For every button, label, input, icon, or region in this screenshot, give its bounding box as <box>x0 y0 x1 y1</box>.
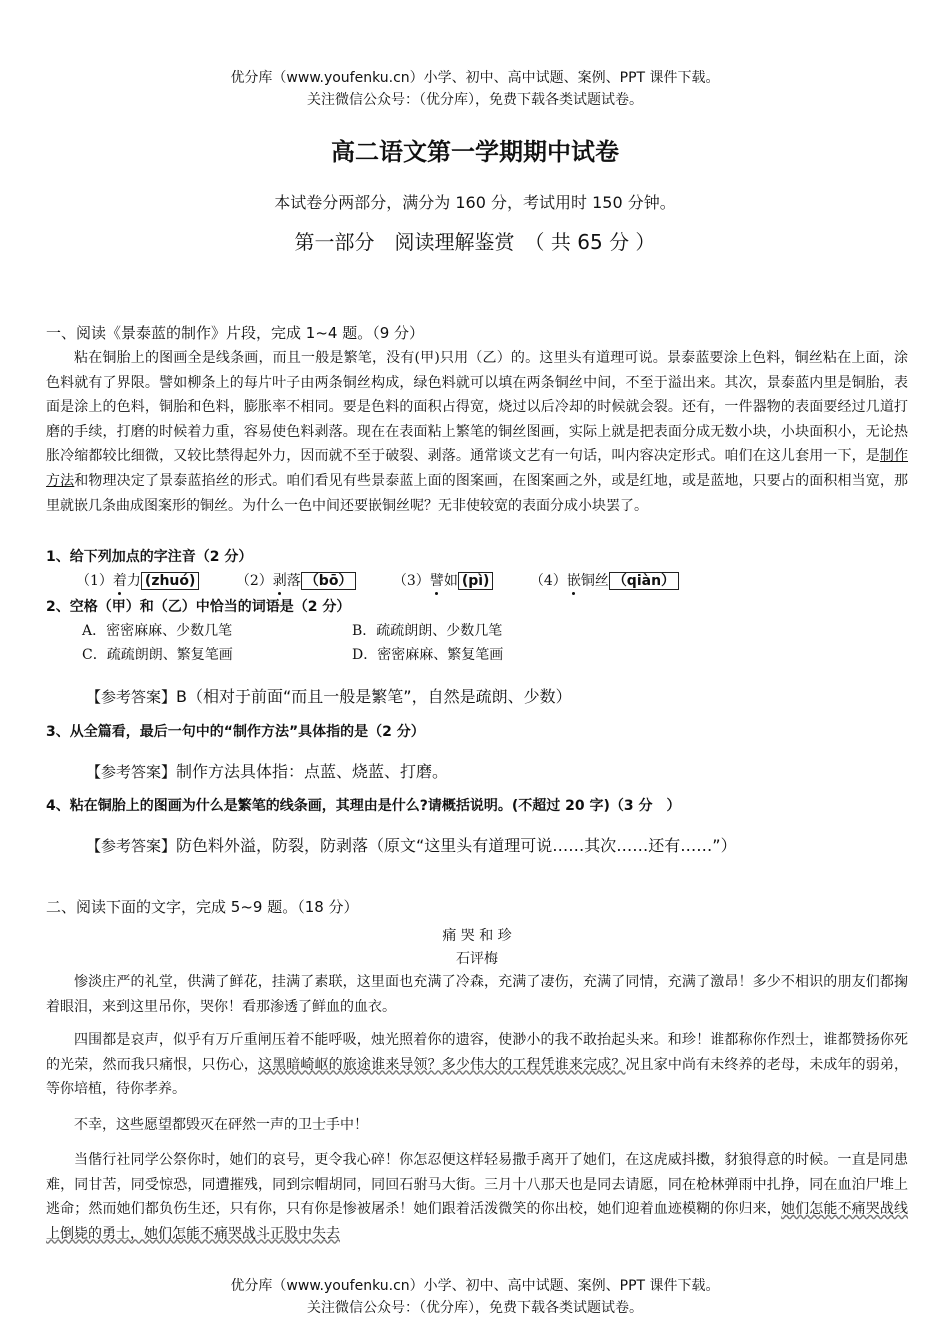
passage-main: 粘在铜胎上的图画全是线条画，而且一般是繁笔，没有(甲)只用（乙）的。这里头有道理可说。景泰蓝要涂上色料，铜丝粘在上面，涂色料就有了界限。譬如柳条上的每片叶子由两条铜丝构成，绿色料就可以填在两条铜丝中间，不至于溢出来。其次，景泰蓝内里是铜胎，表面是涂上的色料，铜胎和色料，膨胀率不相同。要是色料的面积占得宽，烧过以后冷却的时候就会裂。还有，一件器物的表面要经过几道打磨的手续，打磨的时候着力重，容易使色料剥落。现在在表面粘上繁笔的铜丝图画，实际上就是把表面分成无数小块，小块面积小，无论热胀冷缩都较比细微，又较比禁得起外力，因而就不至于破裂、剥落。通常谈文艺有一句话，叫内容决定形式。咱们在这儿套用一下，是 <box>46 350 908 465</box>
exam-info: 本试卷分两部分，满分为 160 分，考试用时 150 分钟。 <box>274 193 676 212</box>
page-title: 高二语文第一学期期中试卷 <box>331 138 619 166</box>
passage-tail: 和物理决定了景泰蓝掐丝的形式。咱们看见有些景泰蓝上面的图案画，在图案画之外，或是红地，或是蓝地，只要占的面积相当宽，那里就嵌几条曲成图案形的铜丝。为什么一色中间还要嵌铜丝呢？无非使较宽的表面分成小块罢了。 <box>46 472 909 514</box>
header-line-1: 优分库（www.youfenku.cn）小学、初中、高中试题、案例、PPT 课件下载。 <box>230 70 720 86</box>
q1-item: （2）剥落 （bō） <box>236 573 357 589</box>
q3-answer: 【参考答案】制作方法具体指：点蓝、烧蓝、打磨。 <box>86 762 449 781</box>
header-line-2: 关注微信公众号：（优分库），免费下载各类试题试卷。 <box>307 92 643 108</box>
q4-answer: 【参考答案】防色料外溢，防裂，防剥落（原文“这里头有道理可说……其次……还有……”） <box>86 836 737 855</box>
article-para-4: 当偕行社同学公祭你时，她们的哀号，更令我心碎！你怎忍便这样轻易撒手离开了她们，在这虎威抖擞，豺狼得意的时候。一直是同患难，同甘苦，同受惊恐，同遭摧残，同到宗帽胡同，同回石驸马大街。三月十八那天也是同去请愿，同在枪林弹雨中扎挣，同在血泊尸堆上逃命；然而她们都负伤生还，只有你，只有你是惨被屠杀！她们跟着活泼微笑的你出校，她们迎着血迹模糊的你归来，她们怎能不痛哭战线上倒毙的勇士，她们怎能不痛哭战斗正股中失去 <box>46 1152 909 1242</box>
q2-answer: 【参考答案】B（相对于前面“而且一般是繁笔”，自然是疏朗、少数） <box>86 687 572 706</box>
passage-underlined: 制作方法 <box>46 448 909 489</box>
q2-option-a: A．密密麻麻、少数几笔 <box>82 623 233 639</box>
q1-answer: （bō） <box>301 572 357 590</box>
q2-option-b: B．疏疏朗朗、少数几笔 <box>352 623 503 639</box>
article-para-1: 惨淡庄严的礼堂，供满了鲜花，挂满了素联，这里面也充满了冷森，充满了凄伤，充满了同情，充满了激昂！多少不相识的朋友们都掬着眼泪，来到这里吊你，哭你！看那渗透了鲜血的血衣。 <box>46 974 908 1015</box>
article-title: 痛 哭 和 珍 <box>442 928 512 944</box>
footer-line-1: 优分库（www.youfenku.cn）小学、初中、高中试题、案例、PPT 课件下载。 <box>230 1278 720 1294</box>
q1-text: 1、给下列加点的字注音（2 分） <box>46 549 253 565</box>
q3-text: 3、从全篇看，最后一句中的“制作方法”具体指的是（2 分） <box>46 724 425 740</box>
article-para-2: 四围都是哀声，似乎有万斤重闸压着不能呼吸，烛光照着你的遗容，使渺小的我不敢抬起头来。和珍！谁都称你作烈士，谁都赞扬你死的光荣，然而我只痛恨，只伤心，这黑暗崎岖的旅途谁来导领？多少伟大的工程凭谁来完成？况且家中尚有未终养的老母，未成年的弱弟，等你培植，待你孝养。 <box>46 1032 909 1098</box>
article-author: 石评梅 <box>456 951 498 967</box>
section1-passage <box>46 346 908 518</box>
wavy-underline-text: 她们怎能不痛哭战线上倒毙的勇士，她们怎能不痛哭战斗正股中失去 <box>46 1201 909 1242</box>
q2-text: 2、空格（甲）和（乙）中恰当的词语是（2 分） <box>46 599 351 615</box>
article-para-3: 不幸，这些愿望都毁灭在砰然一声的卫士手中！ <box>74 1117 368 1133</box>
q1-answer: (pì) <box>458 572 494 590</box>
q2-option-d: D．密密麻麻、繁复笔画 <box>352 647 504 663</box>
wavy-underline-text: 这黑暗崎岖的旅途谁来导领？多少伟大的工程凭谁来完成？ <box>258 1056 626 1073</box>
q1-items <box>76 570 938 590</box>
q2-options <box>82 619 944 667</box>
section2-heading: 二、阅读下面的文字，完成 5~9 题。（18 分） <box>46 898 359 916</box>
q1-answer: (zhuó) <box>141 572 200 590</box>
q4-text: 4、粘在铜胎上的图画为什么是繁笔的线条画，其理由是什么?请概括说明。(不超过 20 字)（3 分 ） <box>46 798 681 814</box>
q2-option-c: C．疏疏朗朗、繁复笔画 <box>82 647 233 663</box>
part-heading: 第一部分 阅读理解鉴赏 （ 共 65 分 ） <box>294 230 656 254</box>
q1-item: （4）嵌铜丝 （qiàn） <box>530 572 679 590</box>
q1-answer: （qiàn） <box>609 572 679 590</box>
q1-item: （3）譬如 (pì) <box>393 573 494 589</box>
footer-line-2: 关注微信公众号：（优分库），免费下载各类试题试卷。 <box>307 1300 643 1316</box>
q1-item: （1）着力 (zhuó) <box>76 573 199 589</box>
section1-heading: 一、阅读《景泰蓝的制作》片段，完成 1~4 题。（9 分） <box>46 324 425 342</box>
